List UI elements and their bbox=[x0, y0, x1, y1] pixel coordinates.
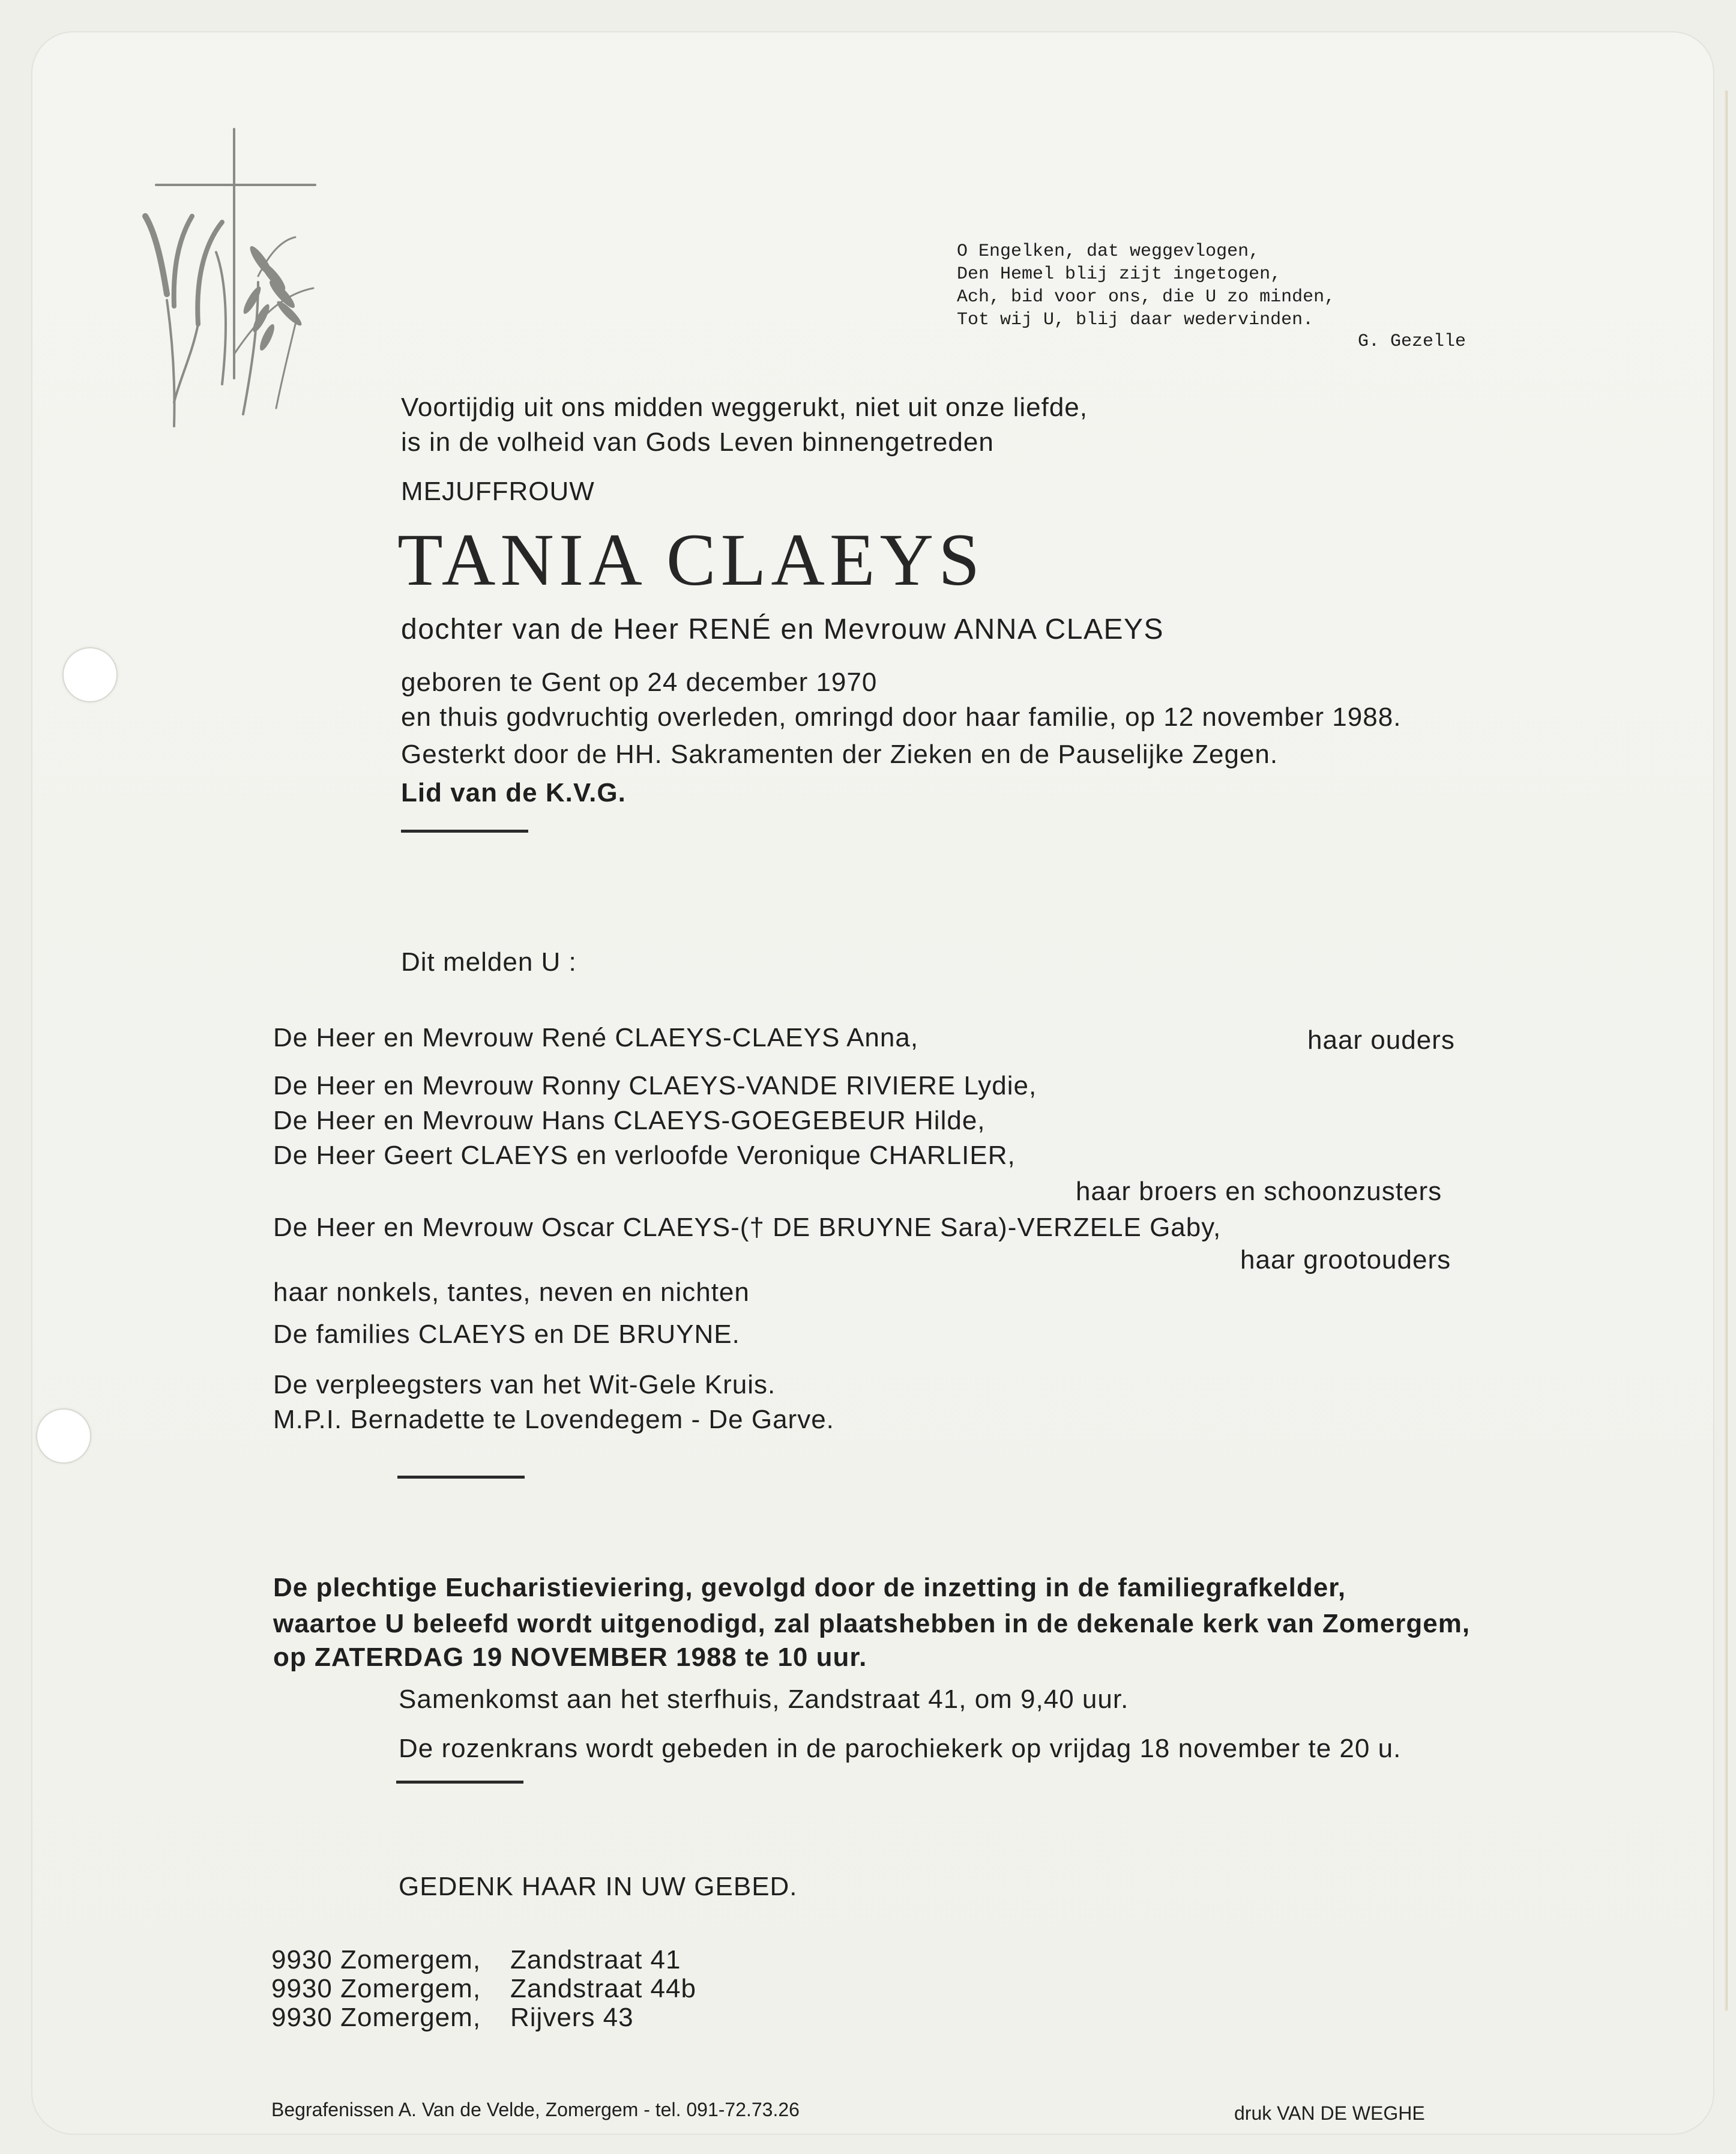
intro-line-2: is in de volheid van Gods Leven binnengetreden bbox=[401, 427, 994, 457]
cross-with-wheat-icon bbox=[138, 126, 354, 438]
family-grandparents-role: haar grootouders bbox=[1240, 1245, 1451, 1275]
sacraments-line: Gesterkt door de HH. Sakramenten der Zieken en de Pauselijke Zegen. bbox=[401, 740, 1279, 769]
family-siblings-role: haar broers en schoonzusters bbox=[1076, 1177, 1442, 1206]
address-2-city: 9930 Zomergem, bbox=[271, 1974, 481, 2003]
title-prefix: MEJUFFROUW bbox=[401, 477, 595, 506]
divider-2 bbox=[397, 1476, 525, 1479]
service-line-3: op ZATERDAG 19 NOVEMBER 1988 te 10 uur. bbox=[273, 1643, 867, 1672]
printer-footer: druk VAN DE WEGHE bbox=[1234, 2102, 1425, 2124]
parents-line: dochter van de Heer RENÉ en Mevrouw ANNA CLAEYS bbox=[401, 614, 1165, 645]
poem-line-2: Den Hemel blij zijt ingetogen, bbox=[957, 264, 1282, 285]
divider-1 bbox=[401, 830, 528, 833]
punch-hole-bottom bbox=[36, 1408, 91, 1464]
family-families: De families CLAEYS en DE BRUYNE. bbox=[273, 1320, 740, 1349]
rosary-line: De rozenkrans wordt gebeden in de parochiekerk op vrijdag 18 november te 20 u. bbox=[399, 1734, 1402, 1763]
family-grandparents: De Heer en Mevrouw Oscar CLAEYS-(† DE BRUYNE Sara)-VERZELE Gaby, bbox=[273, 1213, 1222, 1242]
address-3-city: 9930 Zomergem, bbox=[271, 2003, 481, 2032]
undertaker-footer: Begrafenissen A. Van de Velde, Zomergem - tel. 091-72.73.26 bbox=[271, 2099, 800, 2120]
address-1-city: 9930 Zomergem, bbox=[271, 1945, 481, 1975]
paper-edge-stain bbox=[1724, 90, 1728, 2011]
family-nurses: De verpleegsters van het Wit-Gele Kruis. bbox=[273, 1370, 776, 1399]
death-line: en thuis godvruchtig overleden, omringd door haar familie, op 12 november 1988. bbox=[401, 702, 1402, 732]
address-1-street: Zandstraat 41 bbox=[510, 1945, 681, 1975]
divider-3 bbox=[396, 1781, 523, 1784]
family-sibling-3: De Heer Geert CLAEYS en verloofde Veronique CHARLIER, bbox=[273, 1141, 1016, 1170]
poem-line-4: Tot wij U, blij daar wedervinden. bbox=[957, 310, 1314, 330]
announcement-intro: Dit melden U : bbox=[401, 947, 577, 977]
family-mpi: M.P.I. Bernadette te Lovendegem - De Garve. bbox=[273, 1405, 834, 1434]
family-sibling-1: De Heer en Mevrouw Ronny CLAEYS-VANDE RIVIERE Lydie, bbox=[273, 1071, 1037, 1100]
intro-line-1: Voortijdig uit ons midden weggerukt, niet uit onze liefde, bbox=[401, 393, 1088, 422]
address-2-street: Zandstraat 44b bbox=[510, 1974, 696, 2003]
family-sibling-2: De Heer en Mevrouw Hans CLAEYS-GOEGEBEUR Hilde, bbox=[273, 1106, 986, 1135]
poem-line-3: Ach, bid voor ons, die U zo minden, bbox=[957, 287, 1336, 307]
family-parents-role: haar ouders bbox=[1307, 1025, 1455, 1055]
family-relatives: haar nonkels, tantes, neven en nichten bbox=[273, 1278, 750, 1307]
remember-line: GEDENK HAAR IN UW GEBED. bbox=[399, 1872, 798, 1901]
punch-hole-top bbox=[62, 647, 118, 702]
family-parents: De Heer en Mevrouw René CLAEYS-CLAEYS Anna, bbox=[273, 1023, 919, 1052]
membership-line: Lid van de K.V.G. bbox=[401, 778, 626, 807]
gathering-line: Samenkomst aan het sterfhuis, Zandstraat 41, om 9,40 uur. bbox=[399, 1685, 1129, 1714]
deceased-name: TANIA CLAEYS bbox=[397, 519, 985, 601]
poem-line-1: O Engelken, dat weggevlogen, bbox=[957, 241, 1260, 262]
birth-line: geboren te Gent op 24 december 1970 bbox=[401, 668, 878, 697]
address-3-street: Rijvers 43 bbox=[510, 2003, 634, 2032]
service-line-1: De plechtige Eucharistieviering, gevolgd door de inzetting in de familiegrafkelder, bbox=[273, 1573, 1346, 1602]
service-line-2: waartoe U beleefd wordt uitgenodigd, zal plaatshebben in de dekenale kerk van Zomergem, bbox=[273, 1609, 1471, 1638]
poem-author: G. Gezelle bbox=[1358, 331, 1466, 352]
